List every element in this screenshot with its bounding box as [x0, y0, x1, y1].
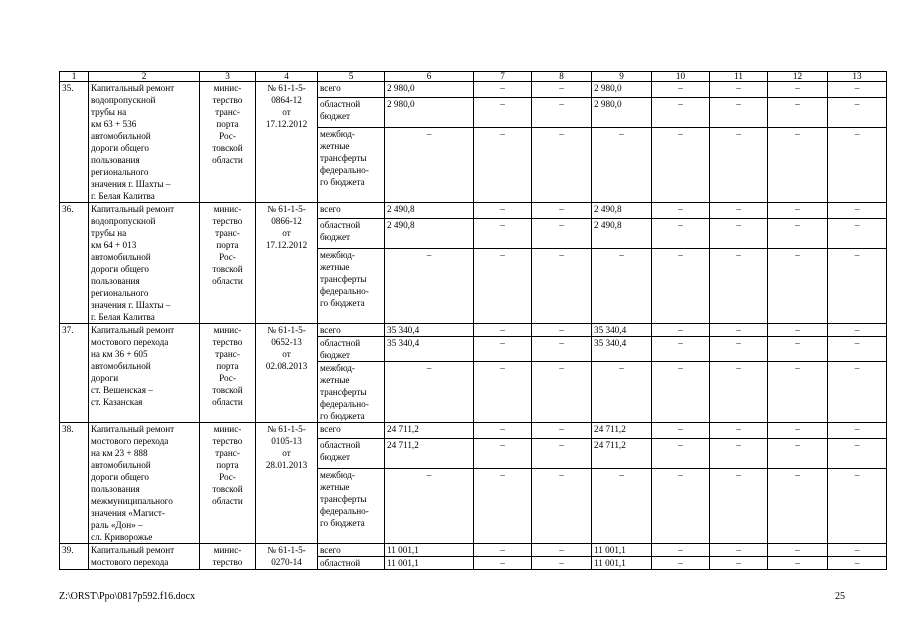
- amount-cell: –: [474, 557, 532, 570]
- cell-line: межбюд-: [320, 129, 355, 140]
- amount-cell: –: [768, 337, 828, 362]
- cell-line: минис-: [213, 545, 242, 555]
- column-number: 6: [385, 72, 474, 82]
- amount-cell: –: [710, 82, 768, 98]
- amount-cell: 2 980,0: [385, 82, 474, 98]
- amount-cell: –: [532, 423, 592, 439]
- cell-line: порта: [216, 460, 239, 470]
- amount-cell: –: [532, 557, 592, 570]
- object-name: [89, 544, 200, 570]
- cell-line: жетные: [320, 262, 350, 273]
- cell-line: Рос-: [219, 472, 236, 482]
- cell-line: 0105-13: [271, 436, 302, 446]
- cell-line: транс-: [215, 107, 240, 117]
- column-number: 2: [89, 72, 200, 82]
- amount-cell: –: [828, 557, 887, 570]
- amount-cell: –: [710, 362, 768, 423]
- cell-line: 17.12.2012: [265, 240, 308, 250]
- amount-cell: –: [768, 249, 828, 324]
- amount-cell: –: [532, 218, 592, 249]
- cell-line: всего: [320, 545, 341, 555]
- table-row: [60, 82, 887, 98]
- table-row: [60, 544, 887, 557]
- amount-cell: –: [474, 128, 532, 203]
- cell-line: Капитальный ремонт: [91, 424, 175, 434]
- funding-source: [318, 324, 385, 337]
- amount-cell: –: [474, 82, 532, 98]
- cell-line: области: [212, 276, 243, 286]
- amount-cell: 24 711,2: [592, 438, 652, 469]
- cell-line: бюджет: [320, 451, 351, 462]
- amount-cell: –: [768, 128, 828, 203]
- cell-line: трубы на: [91, 228, 127, 238]
- cell-line: № 61-1-5-: [267, 83, 306, 93]
- column-number: 4: [256, 72, 318, 82]
- amount-cell: –: [710, 544, 768, 557]
- funding-source: [318, 438, 385, 469]
- amount-cell: –: [474, 97, 532, 128]
- amount-cell: 2 490,8: [385, 218, 474, 249]
- amount-cell: –: [710, 218, 768, 249]
- cell-line: пользования: [91, 155, 140, 165]
- cell-line: федерально-: [320, 286, 369, 297]
- cell-line: области: [212, 397, 243, 407]
- amount-cell: –: [474, 203, 532, 219]
- cell-line: го бюджета: [320, 411, 365, 421]
- cell-line: межмуниципального: [91, 496, 173, 506]
- amount-cell: –: [474, 324, 532, 337]
- amount-cell: –: [768, 469, 828, 544]
- amount-cell: 11 001,1: [592, 544, 652, 557]
- amount-cell: –: [532, 97, 592, 128]
- column-number: 12: [768, 72, 828, 82]
- amount-cell: –: [652, 128, 710, 203]
- cell-line: терство: [212, 95, 243, 105]
- cell-line: бюджет: [320, 350, 351, 360]
- amount-cell: –: [828, 82, 887, 98]
- cell-line: жетные: [320, 482, 350, 493]
- amount-cell: –: [474, 469, 532, 544]
- cell-line: Рос-: [219, 131, 236, 141]
- amount-cell: –: [385, 128, 474, 203]
- cell-line: 28.01.2013: [265, 460, 308, 470]
- cell-line: Капитальный ремонт: [91, 325, 175, 335]
- cell-line: Капитальный ремонт: [91, 204, 175, 214]
- cell-line: км 64 + 013: [91, 240, 137, 250]
- row-number: 35.: [60, 82, 89, 203]
- amount-cell: –: [768, 544, 828, 557]
- funding-source: [318, 249, 385, 324]
- amount-cell: –: [768, 203, 828, 219]
- cell-line: областной: [320, 98, 361, 109]
- cell-line: 0864-12: [271, 95, 302, 105]
- cell-line: значения г. Шахты –: [91, 179, 171, 189]
- cell-line: транс-: [215, 448, 240, 458]
- column-number: 3: [200, 72, 256, 82]
- amount-cell: –: [768, 557, 828, 570]
- object-name: [89, 82, 200, 203]
- amount-cell: –: [768, 324, 828, 337]
- amount-cell: –: [768, 82, 828, 98]
- column-number: 8: [532, 72, 592, 82]
- cell-line: водопропускной: [91, 95, 156, 105]
- funding-source: [318, 97, 385, 128]
- funding-source: [318, 218, 385, 249]
- amount-cell: –: [710, 128, 768, 203]
- amount-cell: –: [474, 362, 532, 423]
- column-number: 10: [652, 72, 710, 82]
- amount-cell: –: [768, 218, 828, 249]
- cell-line: областной: [320, 338, 361, 348]
- cell-line: порта: [216, 119, 239, 129]
- amount-cell: –: [828, 203, 887, 219]
- column-number: 5: [318, 72, 385, 82]
- cell-line: областной: [320, 439, 361, 450]
- cell-line: межбюд-: [320, 250, 355, 261]
- cell-line: водопропускной: [91, 216, 156, 226]
- amount-cell: –: [652, 438, 710, 469]
- amount-cell: –: [710, 249, 768, 324]
- cell-line: жетные: [320, 141, 350, 152]
- cell-line: товской: [212, 385, 243, 395]
- funding-source: [318, 82, 385, 98]
- cell-line: автомобильной: [91, 131, 151, 141]
- amount-cell: –: [474, 337, 532, 362]
- cell-line: регионального: [91, 167, 149, 177]
- column-number: 13: [828, 72, 887, 82]
- cell-line: федерально-: [320, 399, 369, 409]
- cell-line: 0866-12: [271, 216, 302, 226]
- amount-cell: –: [768, 423, 828, 439]
- amount-cell: 24 711,2: [385, 423, 474, 439]
- cell-line: сл. Криворожье: [91, 532, 153, 542]
- cell-line: всего: [320, 325, 341, 335]
- cell-line: порта: [216, 361, 239, 371]
- cell-line: федерально-: [320, 165, 369, 176]
- cell-line: ст. Вешенская –: [91, 385, 153, 395]
- cell-line: терство: [212, 436, 243, 446]
- amount-cell: –: [828, 362, 887, 423]
- expertise-doc: [256, 423, 318, 544]
- amount-cell: –: [828, 324, 887, 337]
- cell-line: области: [212, 155, 243, 165]
- customer-org: [200, 203, 256, 324]
- amount-cell: 2 490,8: [592, 218, 652, 249]
- cell-line: го бюджета: [320, 177, 365, 188]
- cell-line: жетные: [320, 375, 350, 385]
- cell-line: раль «Дон» –: [91, 520, 143, 530]
- cell-line: значения «Магист-: [91, 508, 165, 518]
- column-number-row: [60, 72, 887, 82]
- funding-source: [318, 337, 385, 362]
- table-row: [60, 203, 887, 219]
- funding-source: [318, 557, 385, 570]
- amount-cell: 11 001,1: [385, 557, 474, 570]
- amount-cell: 24 711,2: [385, 438, 474, 469]
- row-number: 39.: [60, 544, 89, 570]
- cell-line: 17.12.2012: [265, 119, 308, 129]
- cell-line: значения г. Шахты –: [91, 300, 171, 310]
- amount-cell: –: [474, 438, 532, 469]
- amount-cell: –: [385, 249, 474, 324]
- funding-source: [318, 203, 385, 219]
- cell-line: минис-: [213, 424, 242, 434]
- cell-line: пользования: [91, 276, 140, 286]
- amount-cell: –: [532, 324, 592, 337]
- cell-line: дороги общего: [91, 472, 149, 482]
- amount-cell: –: [710, 324, 768, 337]
- expertise-doc: [256, 544, 318, 570]
- funding-source: [318, 128, 385, 203]
- cell-line: бюджет: [320, 231, 351, 242]
- funding-source: [318, 469, 385, 544]
- column-number: 7: [474, 72, 532, 82]
- cell-line: от: [282, 448, 291, 458]
- cell-line: Капитальный ремонт: [91, 545, 175, 555]
- amount-cell: –: [652, 362, 710, 423]
- cell-line: всего: [320, 83, 341, 93]
- cell-line: № 61-1-5-: [267, 545, 306, 555]
- amount-cell: –: [385, 469, 474, 544]
- cell-line: 0652-13: [271, 337, 302, 347]
- expertise-doc: [256, 82, 318, 203]
- cell-line: дороги общего: [91, 143, 149, 153]
- cell-line: № 61-1-5-: [267, 204, 306, 214]
- expertise-doc: [256, 324, 318, 423]
- amount-cell: –: [592, 128, 652, 203]
- cell-line: трансферты: [320, 494, 367, 505]
- amount-cell: –: [828, 469, 887, 544]
- object-name: [89, 423, 200, 544]
- cell-line: трубы на: [91, 107, 127, 117]
- cell-line: товской: [212, 143, 243, 153]
- amount-cell: –: [532, 469, 592, 544]
- amount-cell: –: [652, 423, 710, 439]
- amount-cell: –: [652, 337, 710, 362]
- amount-cell: –: [592, 469, 652, 544]
- cell-line: г. Белая Калитва: [91, 312, 155, 322]
- cell-line: мостового перехода: [91, 557, 169, 567]
- amount-cell: –: [652, 82, 710, 98]
- cell-line: ст. Казанская: [91, 397, 143, 407]
- amount-cell: –: [532, 82, 592, 98]
- cell-line: автомобильной: [91, 252, 151, 262]
- amount-cell: –: [532, 249, 592, 324]
- cell-line: трансферты: [320, 153, 367, 164]
- cell-line: минис-: [213, 204, 242, 214]
- cell-line: всего: [320, 204, 341, 214]
- amount-cell: –: [828, 218, 887, 249]
- cell-line: межбюд-: [320, 363, 355, 373]
- funding-source: [318, 362, 385, 423]
- cell-line: товской: [212, 264, 243, 274]
- cell-line: на км 36 + 605: [91, 349, 148, 359]
- amount-cell: –: [710, 423, 768, 439]
- cell-line: области: [212, 496, 243, 506]
- amount-cell: –: [710, 203, 768, 219]
- amount-cell: –: [710, 557, 768, 570]
- cell-line: бюджет: [320, 110, 351, 121]
- column-number: 11: [710, 72, 768, 82]
- footer-file-path: Z:\ORST\Ppo\0817p592.f16.docx: [59, 591, 196, 602]
- amount-cell: 2 980,0: [592, 82, 652, 98]
- amount-cell: –: [385, 362, 474, 423]
- cell-line: № 61-1-5-: [267, 325, 306, 335]
- cell-line: на км 23 + 888: [91, 448, 148, 458]
- amount-cell: –: [652, 469, 710, 544]
- cell-line: автомобильной: [91, 460, 151, 470]
- amount-cell: –: [710, 438, 768, 469]
- cell-line: от: [282, 107, 291, 117]
- cell-line: регионального: [91, 288, 149, 298]
- cell-line: мостового перехода: [91, 337, 169, 347]
- amount-cell: –: [652, 218, 710, 249]
- cell-line: трансферты: [320, 274, 367, 285]
- customer-org: [200, 544, 256, 570]
- amount-cell: –: [532, 362, 592, 423]
- amount-cell: 24 711,2: [592, 423, 652, 439]
- amount-cell: –: [592, 362, 652, 423]
- amount-cell: 11 001,1: [592, 557, 652, 570]
- amount-cell: –: [474, 423, 532, 439]
- cell-line: транс-: [215, 228, 240, 238]
- cell-line: минис-: [213, 83, 242, 93]
- object-name: [89, 324, 200, 423]
- customer-org: [200, 324, 256, 423]
- amount-cell: 2 980,0: [592, 97, 652, 128]
- amount-cell: –: [768, 97, 828, 128]
- amount-cell: –: [532, 544, 592, 557]
- cell-line: терство: [212, 216, 243, 226]
- cell-line: от: [282, 349, 291, 359]
- amount-cell: –: [532, 203, 592, 219]
- amount-cell: –: [828, 337, 887, 362]
- amount-cell: 35 340,4: [592, 324, 652, 337]
- cell-line: товской: [212, 484, 243, 494]
- cell-line: Рос-: [219, 252, 236, 262]
- cell-line: от: [282, 228, 291, 238]
- cell-line: 02.08.2013: [265, 361, 308, 371]
- amount-cell: –: [710, 337, 768, 362]
- amount-cell: 2 980,0: [385, 97, 474, 128]
- cell-line: пользования: [91, 484, 140, 494]
- budget-table: [59, 71, 887, 570]
- cell-line: дороги: [91, 373, 119, 383]
- amount-cell: –: [652, 249, 710, 324]
- amount-cell: –: [652, 544, 710, 557]
- table-row: [60, 423, 887, 439]
- amount-cell: –: [474, 218, 532, 249]
- amount-cell: –: [474, 249, 532, 324]
- amount-cell: –: [592, 249, 652, 324]
- column-number: 9: [592, 72, 652, 82]
- cell-line: № 61-1-5-: [267, 424, 306, 434]
- cell-line: автомобильной: [91, 361, 151, 371]
- cell-line: всего: [320, 424, 341, 434]
- amount-cell: –: [828, 423, 887, 439]
- expertise-doc: [256, 203, 318, 324]
- amount-cell: –: [532, 128, 592, 203]
- cell-line: терство: [212, 337, 243, 347]
- amount-cell: 35 340,4: [385, 324, 474, 337]
- row-number: 38.: [60, 423, 89, 544]
- column-number: 1: [60, 72, 89, 82]
- customer-org: [200, 82, 256, 203]
- cell-line: порта: [216, 240, 239, 250]
- cell-line: мостового перехода: [91, 436, 169, 446]
- cell-line: го бюджета: [320, 518, 365, 529]
- amount-cell: 11 001,1: [385, 544, 474, 557]
- funding-source: [318, 423, 385, 439]
- amount-cell: –: [828, 128, 887, 203]
- object-name: [89, 203, 200, 324]
- cell-line: областной: [320, 219, 361, 230]
- footer-page-number: 25: [835, 591, 845, 602]
- cell-line: трансферты: [320, 387, 367, 397]
- amount-cell: –: [532, 438, 592, 469]
- row-number: 37.: [60, 324, 89, 423]
- amount-cell: 2 490,8: [592, 203, 652, 219]
- cell-line: дороги общего: [91, 264, 149, 274]
- amount-cell: –: [710, 469, 768, 544]
- amount-cell: –: [710, 97, 768, 128]
- cell-line: Капитальный ремонт: [91, 83, 175, 93]
- amount-cell: –: [828, 544, 887, 557]
- cell-line: Рос-: [219, 373, 236, 383]
- cell-line: км 63 + 536: [91, 119, 137, 129]
- cell-line: минис-: [213, 325, 242, 335]
- amount-cell: 35 340,4: [385, 337, 474, 362]
- amount-cell: –: [768, 438, 828, 469]
- amount-cell: –: [652, 557, 710, 570]
- cell-line: федерально-: [320, 506, 369, 517]
- cell-line: 0270-14: [271, 557, 302, 567]
- amount-cell: –: [652, 203, 710, 219]
- cell-line: межбюд-: [320, 470, 355, 481]
- customer-org: [200, 423, 256, 544]
- amount-cell: 2 490,8: [385, 203, 474, 219]
- cell-line: областной: [320, 558, 361, 568]
- amount-cell: 35 340,4: [592, 337, 652, 362]
- amount-cell: –: [652, 97, 710, 128]
- funding-source: [318, 544, 385, 557]
- amount-cell: –: [768, 362, 828, 423]
- amount-cell: –: [828, 97, 887, 128]
- cell-line: транс-: [215, 349, 240, 359]
- amount-cell: –: [828, 438, 887, 469]
- amount-cell: –: [532, 337, 592, 362]
- cell-line: г. Белая Калитва: [91, 191, 155, 201]
- amount-cell: –: [652, 324, 710, 337]
- table-clip: [59, 71, 862, 581]
- table-row: [60, 324, 887, 337]
- cell-line: го бюджета: [320, 298, 365, 309]
- row-number: 36.: [60, 203, 89, 324]
- amount-cell: –: [474, 544, 532, 557]
- cell-line: терство: [212, 557, 243, 567]
- amount-cell: –: [828, 249, 887, 324]
